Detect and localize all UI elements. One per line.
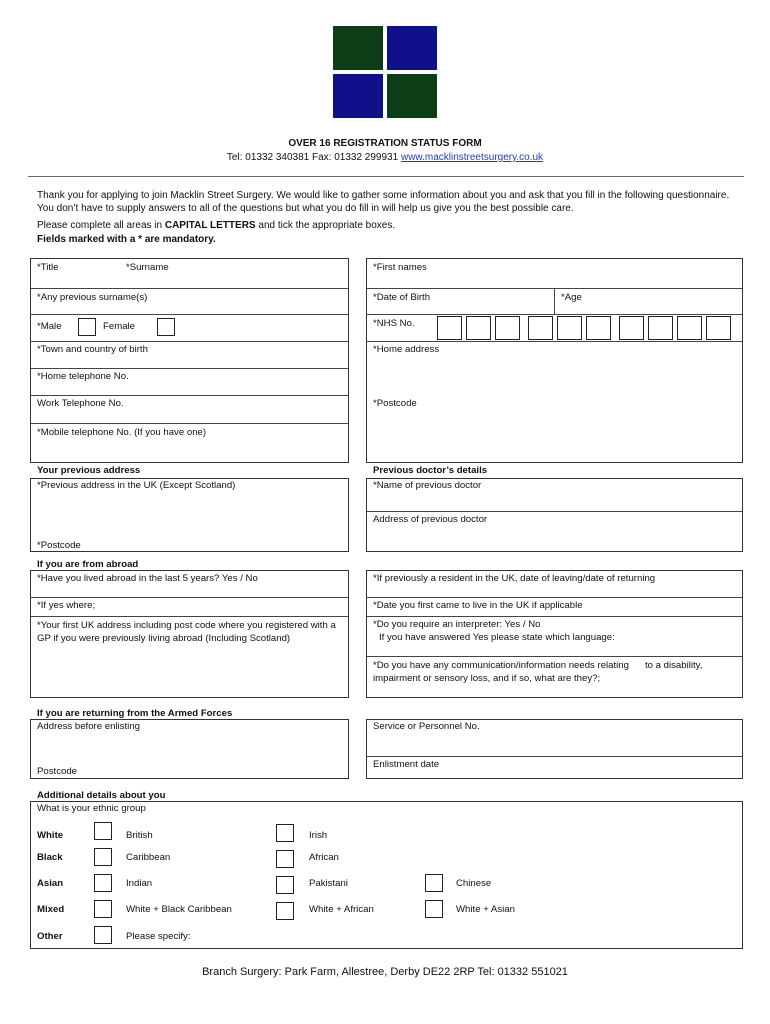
divider xyxy=(30,395,349,396)
divider xyxy=(366,756,743,757)
logo-square-3 xyxy=(333,74,383,118)
nhs-digit-box[interactable] xyxy=(437,316,462,340)
nhs-digit-box[interactable] xyxy=(528,316,553,340)
contact-line xyxy=(0,152,770,163)
divider xyxy=(366,511,743,512)
lived-abroad-question: *Have you lived abroad in the last 5 years? Yes / No xyxy=(37,573,258,584)
caribbean-checkbox[interactable] xyxy=(94,848,112,866)
additional-details-heading: Additional details about you xyxy=(37,790,166,801)
indian-checkbox[interactable] xyxy=(94,874,112,892)
address-before-enlisting-label: Address before enlisting xyxy=(37,721,140,732)
instructions-part-1: Please complete all areas in xyxy=(37,220,165,231)
british-checkbox[interactable] xyxy=(94,822,112,840)
nhs-number-label: *NHS No. xyxy=(373,318,415,329)
home-address-label: *Home address xyxy=(373,344,440,355)
nhs-digit-box[interactable] xyxy=(706,316,731,340)
instructions-part-2: and tick the appropriate boxes. xyxy=(255,220,396,231)
ethnic-group-mixed: Mixed xyxy=(37,904,65,915)
british-label: British xyxy=(126,830,153,841)
nhs-digit-box[interactable] xyxy=(557,316,582,340)
first-uk-address-label: *Your first UK address including post code where you registered with a GP if you were previously living abroad (Including Scotland) xyxy=(37,620,336,644)
home-telephone-label: *Home telephone No. xyxy=(37,371,129,382)
branch-surgery-footer: Branch Surgery: Park Farm, Allestree, Derby DE22 2RP Tel: 01332 551021 xyxy=(202,966,568,978)
town-of-birth-label: *Town and country of birth xyxy=(37,344,148,355)
service-number-label: Service or Personnel No. xyxy=(373,721,480,732)
irish-label: Irish xyxy=(309,830,328,841)
female-checkbox[interactable] xyxy=(157,318,175,336)
previous-doctor-heading: Previous doctor’s details xyxy=(373,465,488,476)
date-first-came-label: *Date you first came to live in the UK if applicable xyxy=(373,600,583,611)
divider xyxy=(366,616,743,617)
interpreter-question: *Do you require an interpreter: Yes / No xyxy=(373,619,541,630)
nhs-digit-box[interactable] xyxy=(619,316,644,340)
divider xyxy=(30,616,349,617)
divider xyxy=(30,314,349,315)
male-label: *Male xyxy=(37,321,62,332)
surname-label: *Surname xyxy=(126,262,169,273)
african-label: African xyxy=(309,852,339,863)
age-label: *Age xyxy=(561,292,582,303)
logo-square-4 xyxy=(387,74,437,118)
intro-paragraph: Thank you for applying to join Macklin Street Surgery. We would like to gather some information about you and ask that you fill in the following questionnaire. You don’t have to supply answers to all of the questions but what you do fill in will help us give you the best possible care. xyxy=(37,190,730,214)
logo-square-2 xyxy=(387,26,437,70)
white-african-checkbox[interactable] xyxy=(276,902,294,920)
male-checkbox[interactable] xyxy=(78,318,96,336)
form-title: OVER 16 REGISTRATION STATUS FORM xyxy=(288,138,482,149)
logo-square-1 xyxy=(333,26,383,70)
divider xyxy=(30,423,349,424)
previous-address-label: *Previous address in the UK (Except Scotland) xyxy=(37,480,236,491)
indian-label: Indian xyxy=(126,878,153,889)
nhs-digit-box[interactable] xyxy=(648,316,673,340)
white-black-caribbean-label: White + Black Caribbean xyxy=(126,904,232,915)
chinese-checkbox[interactable] xyxy=(425,874,443,892)
previous-doctor-address-label: Address of previous doctor xyxy=(373,514,488,525)
other-checkbox[interactable] xyxy=(94,926,112,944)
white-asian-label: White + Asian xyxy=(456,904,515,915)
ethnic-group-box xyxy=(30,801,743,949)
title-label: *Title xyxy=(37,262,59,273)
divider xyxy=(30,341,349,342)
first-names-label: *First names xyxy=(373,262,427,273)
female-label: Female xyxy=(103,321,135,332)
divider xyxy=(366,341,743,342)
pakistani-checkbox[interactable] xyxy=(276,876,294,894)
divider xyxy=(366,597,743,598)
previous-address-heading: Your previous address xyxy=(37,465,141,476)
nhs-digit-box[interactable] xyxy=(586,316,611,340)
abroad-heading: If you are from abroad xyxy=(37,559,139,570)
instructions-capitals: CAPITAL LETTERS xyxy=(164,220,256,231)
ethnic-group-question: What is your ethnic group xyxy=(37,803,146,814)
armed-postcode-label: Postcode xyxy=(37,766,78,777)
please-specify-label: Please specify: xyxy=(126,931,191,942)
irish-checkbox[interactable] xyxy=(276,824,294,842)
previous-doctor-name-label: *Name of previous doctor xyxy=(373,480,482,491)
resident-dates-label: *If previously a resident in the UK, date of leaving/date of returning xyxy=(373,573,656,584)
divider xyxy=(30,288,349,289)
pakistani-label: Pakistani xyxy=(309,878,348,889)
mandatory-note: Fields marked with a * are mandatory. xyxy=(37,234,216,245)
home-postcode-label: *Postcode xyxy=(373,398,417,409)
interpreter-language-label: If you have answered Yes please state which language: xyxy=(379,632,615,643)
divider xyxy=(30,368,349,369)
previous-surname-label: *Any previous surname(s) xyxy=(37,292,148,303)
white-black-caribbean-checkbox[interactable] xyxy=(94,900,112,918)
divider xyxy=(366,656,743,657)
african-checkbox[interactable] xyxy=(276,850,294,868)
ethnic-group-asian: Asian xyxy=(37,878,64,889)
header-divider xyxy=(28,176,744,177)
chinese-label: Chinese xyxy=(456,878,492,889)
website-link[interactable]: www.macklinstreetsurgery.co.uk xyxy=(400,152,544,163)
communication-needs-label: *Do you have any communication/information needs relating to a disability, impairment or sensory loss, and if so, what are they?; xyxy=(373,660,706,684)
work-telephone-label: Work Telephone No. xyxy=(37,398,124,409)
instructions-line xyxy=(37,220,395,232)
armed-forces-heading: If you are returning from the Armed Forces xyxy=(37,708,233,719)
nhs-digit-box[interactable] xyxy=(677,316,702,340)
if-yes-where-label: *If yes where; xyxy=(37,600,96,611)
ethnic-group-other: Other xyxy=(37,931,63,942)
white-asian-checkbox[interactable] xyxy=(425,900,443,918)
white-african-label: White + African xyxy=(309,904,374,915)
date-of-birth-label: *Date of Birth xyxy=(373,292,431,303)
ethnic-group-white: White xyxy=(37,830,64,841)
contact-numbers: Tel: 01332 340381 Fax: 01332 299931 xyxy=(226,152,401,163)
nhs-digit-box[interactable] xyxy=(495,316,520,340)
divider xyxy=(30,597,349,598)
mobile-telephone-label: *Mobile telephone No. (If you have one) xyxy=(37,427,207,438)
ethnic-group-black: Black xyxy=(37,852,63,863)
enlistment-date-label: Enlistment date xyxy=(373,759,440,770)
caribbean-label: Caribbean xyxy=(126,852,171,863)
nhs-digit-box[interactable] xyxy=(466,316,491,340)
previous-postcode-label: *Postcode xyxy=(37,540,81,551)
dob-age-divider xyxy=(554,288,555,315)
